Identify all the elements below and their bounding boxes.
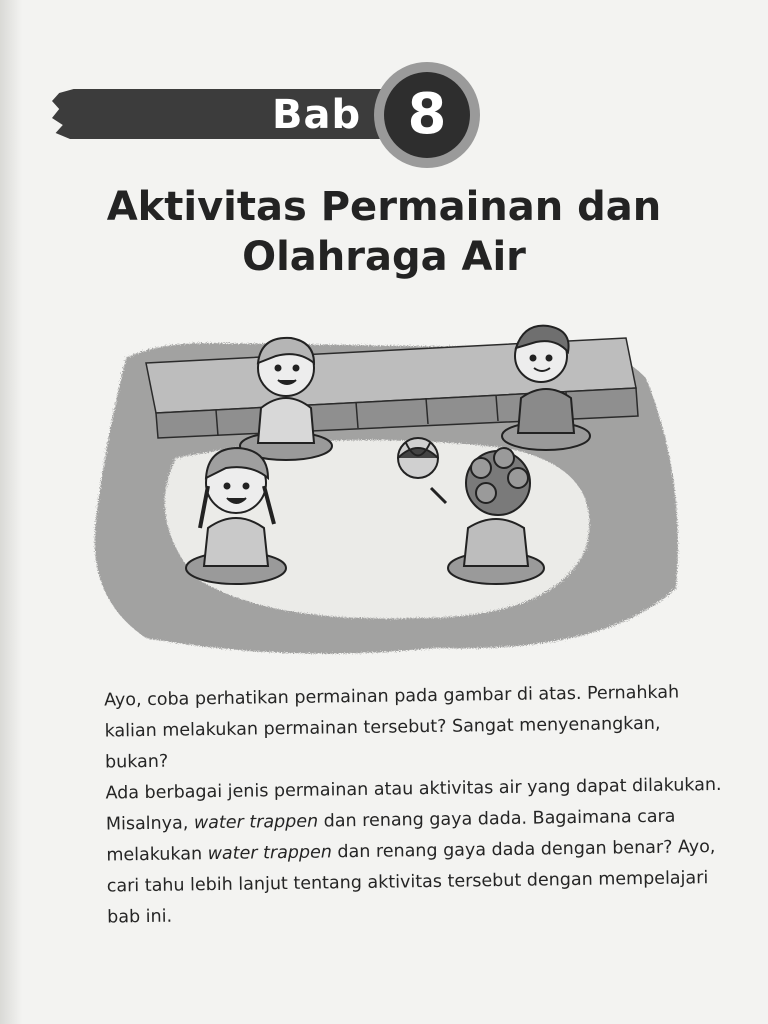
children-water-ball-game-icon (86, 318, 686, 658)
chapter-banner (52, 62, 492, 172)
chapter-title-line-2: Olahraga Air (242, 234, 526, 280)
chapter-number: 8 (407, 82, 447, 147)
paragraph-2-text-2: dan renang gaya dada. Bagaimana cara melakukan (106, 806, 676, 866)
beach-ball-icon (398, 438, 438, 478)
chapter-title (84, 182, 684, 282)
paragraph-2-text-1: Ada berbagai jenis permainan atau aktivitas air yang dapat dilakukan. Misalnya, (105, 774, 722, 835)
intro-paragraph-1: Ayo, coba perhatikan permainan pada gambar di atas. Pernahkah kalian melakukan permainan tersebut? Sangat menyenangkan, bukan? (104, 682, 680, 773)
chapter-title-line-1: Aktivitas Permainan dan (106, 184, 662, 230)
chapter-number-badge (374, 62, 480, 168)
chapter-intro-text (72, 677, 725, 934)
page-gutter-shadow (0, 0, 22, 1024)
paragraph-2-text-3: dan renang gaya dada dengan benar? Ayo, cari tahu lebih lanjut tentang aktivitas tersebut dengan mempelajari bab ini. (106, 837, 716, 928)
term-water-trappen: water trappen (193, 811, 319, 834)
intro-paragraph-2 (73, 770, 725, 934)
chapter-number-circle (384, 72, 470, 158)
term-water-trappen-2: water trappen (207, 842, 333, 865)
chapter-label: Bab (272, 92, 362, 138)
